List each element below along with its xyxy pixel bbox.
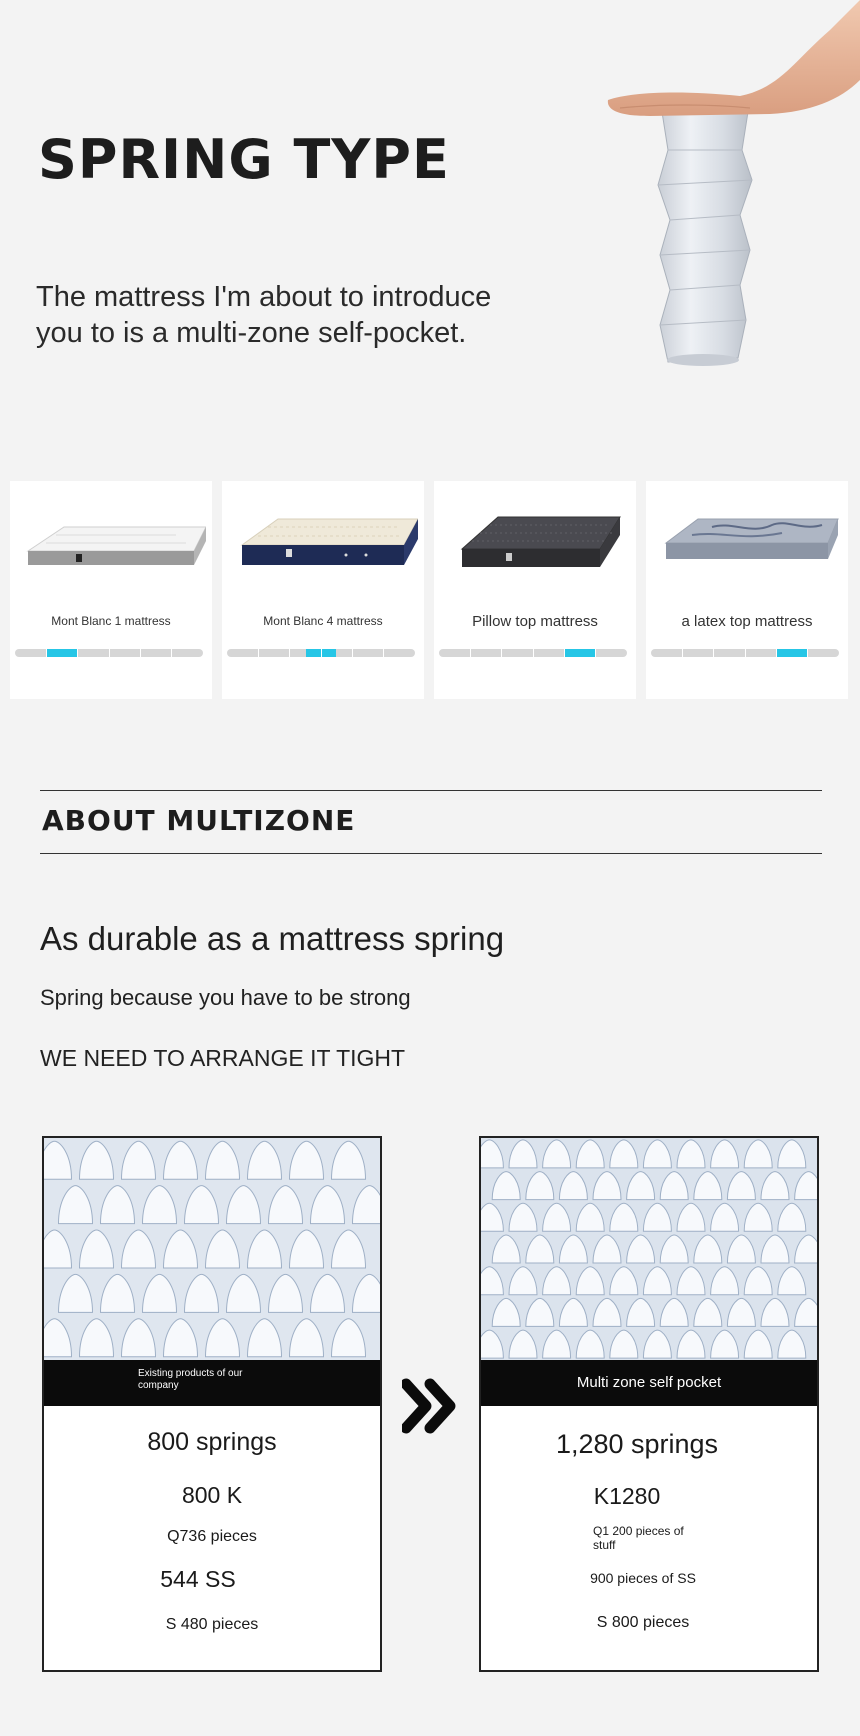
queen-size-count: Q736 pieces (167, 1528, 257, 1545)
firmness-indicator (565, 649, 595, 657)
mattress-image (16, 505, 206, 585)
single-size-count: S 480 pieces (165, 1616, 259, 1633)
spring-grid-image (44, 1138, 380, 1360)
mattress-card-1[interactable] (10, 481, 212, 699)
firmness-indicator (777, 649, 807, 657)
caption-band (481, 1360, 817, 1406)
band-title: Multi zone self pocket (576, 1374, 722, 1391)
multizone-product-box (479, 1136, 819, 1672)
spring-count: 800 springs (147, 1428, 277, 1456)
section-title: ABOUT MULTIZONE (42, 804, 356, 837)
firmness-bar (227, 649, 415, 657)
hand-pressing-spring-image (590, 0, 860, 380)
mattress-image (228, 505, 418, 585)
firmness-indicator (47, 649, 77, 657)
subline: Spring because you have to be strong (40, 985, 411, 1010)
double-chevron-right-icon (402, 1378, 458, 1434)
mattress-label: Mont Blanc 4 mattress (263, 614, 383, 628)
mattress-card-4[interactable] (646, 481, 848, 699)
intro-line-1: The mattress I'm about to introduce (36, 281, 492, 313)
caption-band (44, 1360, 380, 1406)
band-line-2: company (138, 1380, 179, 1391)
queen-size-line-1: Q1 200 pieces of (593, 1524, 684, 1538)
queen-size-line-2: stuff (593, 1538, 616, 1552)
super-single-count: 544 SS (160, 1566, 236, 1592)
headline: As durable as a mattress spring (40, 920, 505, 957)
mattress-card-3[interactable] (434, 481, 636, 699)
spring-grid-image (481, 1138, 817, 1360)
firmness-bar (439, 649, 627, 657)
single-size-count: S 800 pieces (596, 1614, 690, 1631)
divider-top (40, 790, 822, 791)
mattress-label: Pillow top mattress (472, 613, 598, 630)
spring-count: 1,280 springs (555, 1429, 719, 1459)
mattress-label: Mont Blanc 1 mattress (51, 614, 171, 628)
band-line-1: Existing products of our (138, 1368, 243, 1379)
existing-product-box (42, 1136, 382, 1672)
mattress-image (440, 505, 630, 585)
mattress-label: a latex top mattress (681, 613, 813, 630)
super-single-count: 900 pieces of SS (590, 1570, 696, 1586)
mattress-card-2[interactable] (222, 481, 424, 699)
mattress-image (652, 505, 842, 585)
page-title: SPRING TYPE (38, 128, 450, 191)
king-size-count: 800 K (181, 1482, 243, 1508)
king-size-count: K1280 (593, 1483, 661, 1509)
firmness-bar (651, 649, 839, 657)
caps-line: WE NEED TO ARRANGE IT TIGHT (40, 1045, 406, 1071)
firmness-bar (15, 649, 203, 657)
intro-line-2: you to is a multi-zone self-pocket. (36, 317, 467, 349)
divider-bottom (40, 853, 822, 854)
